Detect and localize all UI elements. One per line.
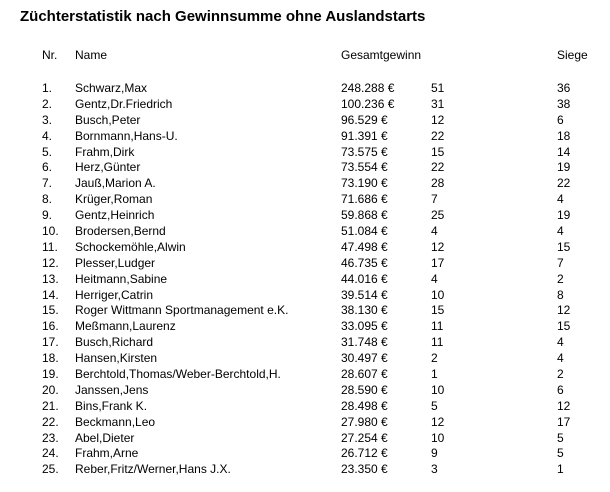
cell-nr: 9. — [42, 208, 53, 223]
cell-nr: 4. — [42, 128, 53, 143]
cell-total-winnings: 100.236 € — [341, 96, 395, 111]
header-nr: Nr. — [42, 48, 58, 62]
cell-nr: 7. — [42, 176, 53, 191]
cell-total-winnings: 59.868 € — [341, 208, 388, 223]
table-row — [0, 240, 610, 256]
cell-nr: 22. — [42, 414, 59, 429]
table-row — [0, 399, 610, 415]
cell-nr: 16. — [42, 319, 59, 334]
cell-wins: 14 — [557, 144, 571, 159]
cell-total-winnings: 28.590 € — [341, 382, 388, 397]
table-row — [0, 224, 610, 240]
cell-starts: 1 — [431, 367, 438, 382]
cell-name: Busch,Richard — [75, 335, 154, 350]
cell-name: Reber,Fritz/Werner,Hans J.X. — [75, 462, 231, 477]
cell-total-winnings: 248.288 € — [341, 81, 395, 95]
cell-wins: 4 — [557, 192, 564, 207]
cell-nr: 17. — [42, 335, 59, 350]
header-wins: Siege — [557, 48, 588, 62]
cell-name: Frahm,Dirk — [75, 144, 135, 159]
table-row — [0, 145, 610, 161]
cell-starts: 25 — [431, 208, 445, 223]
header-total-winnings: Gesamtgewinn — [341, 48, 422, 62]
cell-total-winnings: 96.529 € — [341, 112, 388, 127]
cell-starts: 9 — [431, 446, 438, 461]
cell-nr: 14. — [42, 287, 59, 302]
cell-wins: 5 — [557, 446, 564, 461]
cell-wins: 1 — [557, 462, 564, 477]
cell-wins: 2 — [557, 367, 564, 382]
table-row — [0, 367, 610, 383]
cell-starts: 15 — [431, 303, 445, 318]
cell-starts: 51 — [431, 81, 445, 95]
cell-nr: 5. — [42, 144, 53, 159]
cell-nr: 8. — [42, 192, 53, 207]
table-row — [0, 97, 610, 113]
cell-starts: 12 — [431, 414, 445, 429]
table-row — [0, 303, 610, 319]
cell-name: Herz,Günter — [75, 160, 141, 175]
cell-wins: 4 — [557, 224, 564, 239]
cell-name: Krüger,Roman — [75, 192, 153, 207]
cell-nr: 18. — [42, 351, 59, 366]
cell-name: Herriger,Catrin — [75, 287, 154, 302]
cell-name: Meßmann,Laurenz — [75, 319, 176, 334]
cell-total-winnings: 91.391 € — [341, 128, 388, 143]
cell-nr: 25. — [42, 462, 59, 477]
table-row — [0, 415, 610, 431]
table-row — [0, 383, 610, 399]
cell-total-winnings: 23.350 € — [341, 462, 388, 477]
cell-name: Heitmann,Sabine — [75, 271, 168, 286]
cell-total-winnings: 27.980 € — [341, 414, 388, 429]
cell-total-winnings: 33.095 € — [341, 319, 388, 334]
cell-nr: 12. — [42, 255, 59, 270]
cell-total-winnings: 28.498 € — [341, 398, 388, 413]
cell-name: Abel,Dieter — [75, 430, 135, 445]
header-name: Name — [75, 48, 108, 62]
cell-name: Hansen,Kirsten — [75, 351, 158, 366]
cell-total-winnings: 31.748 € — [341, 335, 388, 350]
cell-name: Frahm,Arne — [75, 446, 139, 461]
cell-wins: 6 — [557, 112, 564, 127]
cell-wins: 4 — [557, 335, 564, 350]
cell-nr: 24. — [42, 446, 59, 461]
cell-nr: 23. — [42, 430, 59, 445]
table-row — [0, 129, 610, 145]
cell-total-winnings: 44.016 € — [341, 271, 388, 286]
cell-starts: 10 — [431, 287, 445, 302]
cell-wins: 12 — [557, 303, 571, 318]
cell-wins: 12 — [557, 398, 571, 413]
cell-starts: 5 — [431, 398, 438, 413]
cell-nr: 20. — [42, 382, 59, 397]
cell-wins: 18 — [557, 128, 571, 143]
table-row — [0, 319, 610, 335]
cell-name: Plesser,Ludger — [75, 255, 156, 270]
cell-total-winnings: 28.607 € — [341, 367, 388, 382]
cell-starts: 28 — [431, 176, 445, 191]
cell-starts: 11 — [431, 319, 444, 334]
cell-starts: 2 — [431, 351, 438, 366]
breeder-table — [0, 81, 610, 478]
cell-nr: 13. — [42, 271, 59, 286]
table-row — [0, 431, 610, 447]
cell-wins: 7 — [557, 255, 564, 270]
cell-name: Gentz,Heinrich — [75, 208, 155, 223]
cell-name: Busch,Peter — [75, 112, 141, 127]
cell-name: Gentz,Dr.Friedrich — [75, 96, 173, 111]
cell-name: Jauß,Marion A. — [75, 176, 156, 191]
cell-total-winnings: 73.190 € — [341, 176, 388, 191]
cell-total-winnings: 51.084 € — [341, 224, 388, 239]
table-row — [0, 446, 610, 462]
table-row — [0, 256, 610, 272]
table-row — [0, 192, 610, 208]
table-row — [0, 335, 610, 351]
cell-nr: 1. — [42, 81, 53, 95]
cell-total-winnings: 26.712 € — [341, 446, 388, 461]
cell-nr: 21. — [42, 398, 59, 413]
cell-wins: 36 — [557, 81, 571, 95]
cell-starts: 7 — [431, 192, 438, 207]
cell-name: Bornmann,Hans-U. — [75, 128, 178, 143]
cell-wins: 8 — [557, 287, 564, 302]
cell-starts: 3 — [431, 462, 438, 477]
cell-total-winnings: 46.735 € — [341, 255, 388, 270]
cell-wins: 19 — [557, 208, 571, 223]
table-row — [0, 208, 610, 224]
cell-wins: 17 — [557, 414, 571, 429]
table-row — [0, 288, 610, 304]
cell-starts: 4 — [431, 224, 438, 239]
cell-nr: 11. — [42, 239, 58, 254]
cell-starts: 12 — [431, 239, 445, 254]
cell-starts: 11 — [431, 335, 444, 350]
cell-name: Brodersen,Bernd — [75, 224, 166, 239]
table-row — [0, 81, 610, 97]
table-row — [0, 176, 610, 192]
cell-starts: 31 — [431, 96, 445, 111]
cell-nr: 15. — [42, 303, 59, 318]
cell-starts: 17 — [431, 255, 445, 270]
cell-name: Schockemöhle,Alwin — [75, 239, 186, 254]
cell-starts: 22 — [431, 128, 445, 143]
cell-nr: 10. — [42, 224, 59, 239]
cell-starts: 12 — [431, 112, 445, 127]
cell-total-winnings: 38.130 € — [341, 303, 388, 318]
cell-wins: 38 — [557, 96, 571, 111]
cell-name: Janssen,Jens — [75, 382, 149, 397]
cell-name: Berchtold,Thomas/Weber-Berchtold,H. — [75, 367, 281, 382]
cell-total-winnings: 39.514 € — [341, 287, 388, 302]
cell-nr: 6. — [42, 160, 53, 175]
cell-wins: 22 — [557, 176, 571, 191]
table-row — [0, 351, 610, 367]
cell-nr: 2. — [42, 96, 53, 111]
cell-total-winnings: 47.498 € — [341, 239, 388, 254]
table-row — [0, 272, 610, 288]
cell-name: Schwarz,Max — [75, 81, 148, 95]
cell-nr: 3. — [42, 112, 53, 127]
page-title: Züchterstatistik nach Gewinnsumme ohne Auslandstarts — [20, 8, 426, 25]
table-row — [0, 160, 610, 176]
cell-starts: 4 — [431, 271, 438, 286]
cell-total-winnings: 73.554 € — [341, 160, 388, 175]
cell-starts: 10 — [431, 430, 445, 445]
table-row — [0, 462, 610, 478]
cell-wins: 5 — [557, 430, 564, 445]
cell-starts: 22 — [431, 160, 445, 175]
cell-wins: 6 — [557, 382, 564, 397]
cell-name: Bins,Frank K. — [75, 398, 148, 413]
cell-total-winnings: 27.254 € — [341, 430, 388, 445]
cell-wins: 2 — [557, 271, 564, 286]
cell-wins: 19 — [557, 160, 571, 175]
cell-starts: 10 — [431, 382, 445, 397]
cell-wins: 15 — [557, 239, 571, 254]
cell-starts: 15 — [431, 144, 445, 159]
cell-total-winnings: 73.575 € — [341, 144, 388, 159]
cell-total-winnings: 71.686 € — [341, 192, 388, 207]
cell-name: Roger Wittmann Sportmanagement e.K. — [75, 303, 289, 318]
cell-total-winnings: 30.497 € — [341, 351, 388, 366]
cell-name: Beckmann,Leo — [75, 414, 156, 429]
cell-wins: 15 — [557, 319, 571, 334]
cell-nr: 19. — [42, 367, 59, 382]
table-row — [0, 113, 610, 129]
cell-wins: 4 — [557, 351, 564, 366]
